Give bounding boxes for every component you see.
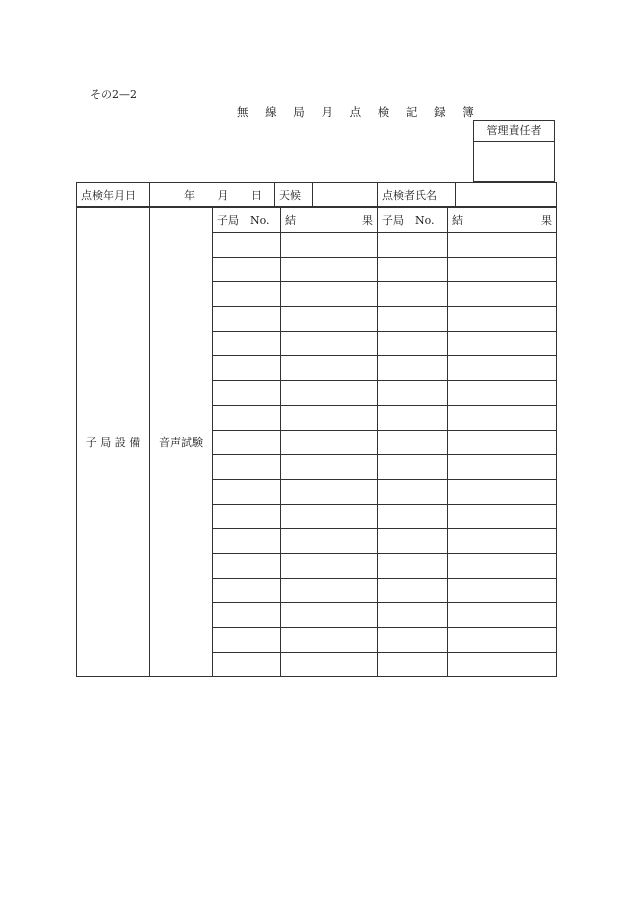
station-no-cell[interactable] (378, 553, 448, 578)
station-no-cell[interactable] (213, 233, 281, 258)
result-cell[interactable] (281, 405, 378, 430)
date-field[interactable] (150, 183, 275, 207)
station-no-header: 子局 No. (213, 208, 281, 233)
inspector-field[interactable] (456, 183, 557, 207)
result-cell[interactable] (448, 331, 557, 356)
result-header: 結 果 (448, 208, 557, 233)
result-cell[interactable] (281, 628, 378, 653)
station-no-cell[interactable] (378, 356, 448, 381)
station-no-cell[interactable] (213, 405, 281, 430)
station-no-cell[interactable] (378, 479, 448, 504)
result-cell[interactable] (281, 553, 378, 578)
inspector-label: 点検者氏名 (378, 183, 456, 207)
date-label: 点検年月日 (77, 183, 150, 207)
station-no-cell[interactable] (378, 430, 448, 455)
result-cell[interactable] (281, 479, 378, 504)
result-cell[interactable] (281, 233, 378, 258)
station-no-cell[interactable] (378, 529, 448, 554)
result-cell[interactable] (448, 257, 557, 282)
result-cell[interactable] (281, 307, 378, 332)
weather-field[interactable] (313, 183, 378, 207)
item-label: 音声試験 (150, 208, 213, 677)
manager-label: 管理責任者 (474, 121, 554, 142)
station-no-cell[interactable] (213, 381, 281, 406)
result-cell[interactable] (448, 553, 557, 578)
result-cell[interactable] (448, 356, 557, 381)
station-no-cell[interactable] (378, 257, 448, 282)
result-cell[interactable] (281, 603, 378, 628)
station-no-cell[interactable] (378, 504, 448, 529)
column-header-row (77, 208, 557, 233)
station-no-cell[interactable] (213, 430, 281, 455)
result-cell[interactable] (281, 504, 378, 529)
station-no-cell[interactable] (213, 257, 281, 282)
station-no-cell[interactable] (213, 578, 281, 603)
station-no-cell[interactable] (378, 331, 448, 356)
result-cell[interactable] (448, 405, 557, 430)
result-cell[interactable] (281, 529, 378, 554)
result-cell[interactable] (281, 578, 378, 603)
result-cell[interactable] (281, 257, 378, 282)
station-no-cell[interactable] (213, 652, 281, 677)
station-no-cell[interactable] (378, 603, 448, 628)
result-cell[interactable] (448, 529, 557, 554)
station-no-cell[interactable] (213, 331, 281, 356)
station-no-cell[interactable] (213, 307, 281, 332)
result-cell[interactable] (281, 652, 378, 677)
result-cell[interactable] (448, 652, 557, 677)
station-no-cell[interactable] (213, 628, 281, 653)
page-title: 無 線 局 月 点 検 記 録 簿 (237, 105, 481, 119)
station-no-cell[interactable] (213, 282, 281, 307)
year-label: 年 (184, 188, 195, 202)
result-cell[interactable] (448, 578, 557, 603)
result-cell[interactable] (448, 282, 557, 307)
result-cell[interactable] (448, 479, 557, 504)
station-no-cell[interactable] (378, 233, 448, 258)
result-cell[interactable] (448, 504, 557, 529)
day-label: 日 (251, 188, 262, 202)
result-cell[interactable] (448, 307, 557, 332)
station-no-cell[interactable] (378, 405, 448, 430)
station-no-cell[interactable] (213, 356, 281, 381)
station-no-cell[interactable] (378, 381, 448, 406)
result-cell[interactable] (281, 381, 378, 406)
result-cell[interactable] (281, 455, 378, 480)
result-cell[interactable] (448, 603, 557, 628)
station-no-cell[interactable] (378, 578, 448, 603)
station-no-cell[interactable] (213, 479, 281, 504)
result-cell[interactable] (281, 430, 378, 455)
inspection-header-table (76, 182, 557, 207)
section-label: 子 局 設 備 (77, 208, 150, 677)
station-no-cell[interactable] (378, 652, 448, 677)
station-no-cell[interactable] (378, 307, 448, 332)
result-cell[interactable] (448, 381, 557, 406)
result-cell[interactable] (448, 455, 557, 480)
manager-box (473, 120, 555, 182)
station-no-cell[interactable] (213, 455, 281, 480)
station-no-cell[interactable] (378, 455, 448, 480)
result-cell[interactable] (281, 356, 378, 381)
station-no-cell[interactable] (213, 603, 281, 628)
result-cell[interactable] (448, 628, 557, 653)
station-no-cell[interactable] (213, 553, 281, 578)
station-no-cell[interactable] (378, 282, 448, 307)
inspection-record-table (76, 207, 557, 677)
result-cell[interactable] (448, 430, 557, 455)
station-no-cell[interactable] (213, 529, 281, 554)
result-header: 結 果 (281, 208, 378, 233)
result-cell[interactable] (281, 331, 378, 356)
result-cell[interactable] (448, 233, 557, 258)
page-label: その2—2 (90, 88, 137, 101)
station-no-header: 子局 No. (378, 208, 448, 233)
result-cell[interactable] (281, 282, 378, 307)
station-no-cell[interactable] (378, 628, 448, 653)
month-label: 月 (217, 188, 229, 202)
station-no-cell[interactable] (213, 504, 281, 529)
weather-label: 天候 (275, 183, 313, 207)
manager-seal-area[interactable] (474, 142, 554, 182)
